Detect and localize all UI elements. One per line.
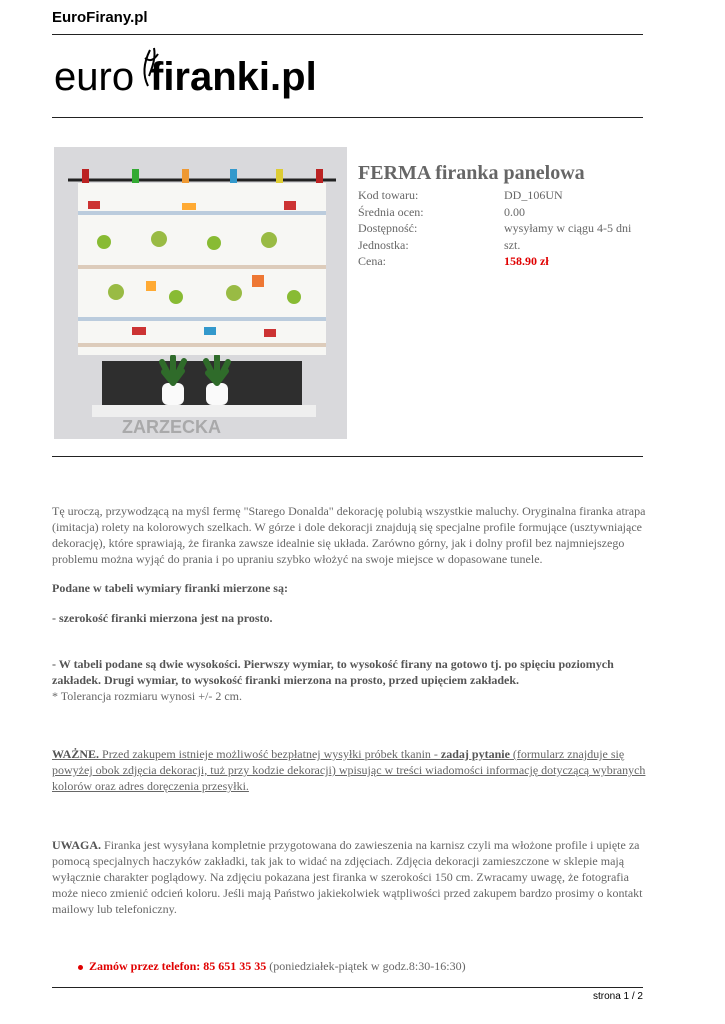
description-paragraph: Tę uroczą, przywodzącą na myśl fermę "Starego Donalda" dekorację polubią wszystkie maluchy. Oryginalna firanka atrapa (imitacja) rolety na kolorowych szelkach. W górze i dole dekoracji znajdują się specjalne profile formujące (usztywniające dekorację), które sprawiają, że firanka zawsze idealnie się układa. Zarówno górny, jak i dolny profil bez najmniejszego problemu można wyjąć do prania i po upraniu szybko włożyć na swoje miejsce w dopasowane tunele. — [52, 504, 646, 566]
order-by-phone — [78, 959, 466, 974]
spec-value: wysyłamy w ciągu 4-5 dni — [504, 221, 632, 235]
product-title: FERMA firanka panelowa — [358, 162, 585, 184]
notice-text: Firanka jest wysyłana kompletnie przygotowana do zawieszenia na karnisz czyli ma włożone profile i upięte za pomocą specjalnych haczyków zakładki, tak jak to widać na zdjęciach. Zdjęcia dekoracji zamieszczone w sklepie mają wyłącznie charakter poglądowy. Na zdjęciu pokazana jest firanka w szerokości 150 cm. Zwracamy uwagę, że fotografia może nieco zmienić odcień koloru. Jeśli mają Państwo jakiekolwiek wątpliwości przed zakupem bardzo prosimy o kontakt mailowy lub telefoniczny. — [52, 838, 643, 916]
important-note — [52, 746, 646, 794]
important-text-rest: (formularz znajduje się powyżej obok zdjęcia dekoracji, tuż przy kodzie dekoracji) wpisując w treści wiadomości informację dotyczącą wybranych kolorów oraz adres doręczenia przesyłki. — [52, 747, 646, 793]
spec-value: 0.00 — [504, 204, 525, 219]
ask-question-link[interactable]: zadaj pytanie — [440, 747, 510, 761]
site-name: EuroFirany.pl — [52, 9, 148, 26]
logo-text-right: firanki.pl — [150, 55, 317, 99]
spec-label: Cena: — [358, 254, 386, 268]
important-label: WAŻNE. — [52, 747, 100, 761]
spec-value: DD_106UN — [504, 188, 563, 202]
spec-label: Dostępność: — [358, 221, 418, 235]
eurofiranki-logo[interactable] — [52, 44, 322, 106]
spec-label: Kod towaru: — [358, 188, 419, 202]
price-value: 158.90 zł — [504, 254, 549, 268]
order-hours: (poniedziałek-piątek w godz.8:30-16:30) — [266, 959, 466, 973]
header-divider — [52, 34, 643, 35]
photo-watermark: ZARZECKA — [122, 417, 221, 437]
tolerance-note: * Tolerancja rozmiaru wynosi +/- 2 cm. — [52, 689, 242, 703]
dimensions-heading: Podane w tabeli wymiary firanki mierzone są: — [52, 581, 288, 595]
logo-divider — [52, 117, 643, 118]
product-divider — [52, 456, 643, 457]
page-number: strona 1 / 2 — [592, 991, 643, 1002]
important-text: Przed zakupem istnieje możliwość bezpłatnej wysyłki próbek tkanin - — [99, 747, 441, 761]
notice-note — [52, 837, 646, 917]
footer-divider — [52, 987, 643, 988]
spec-label: Jednostka: — [358, 237, 409, 252]
logo-text-left: euro — [54, 55, 135, 99]
spec-label: Średnia ocen: — [358, 204, 424, 219]
product-photo — [54, 147, 347, 439]
bullet-icon — [78, 965, 83, 970]
spec-value: szt. — [504, 237, 521, 252]
notice-label: UWAGA. — [52, 838, 102, 852]
order-phone-label[interactable]: Zamów przez telefon: 85 651 35 35 — [89, 959, 267, 973]
width-note: - szerokość firanki mierzona jest na prosto. — [52, 611, 273, 625]
height-note: - W tabeli podane są dwie wysokości. Pierwszy wymiar, to wysokość firany na gotowo tj. po spięciu poziomych zakładek. Drugi wymiar, to wysokość firanki mierzona na prosto, przed upięciem zakładek. — [52, 657, 614, 687]
